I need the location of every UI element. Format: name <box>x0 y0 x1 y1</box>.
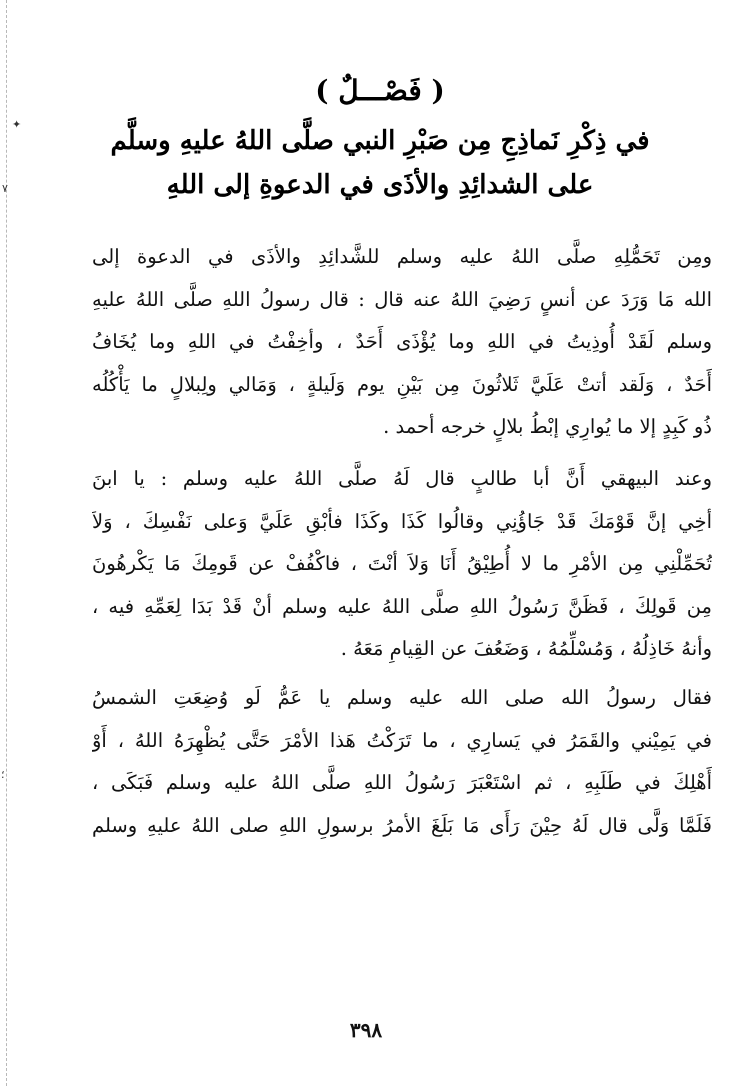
page-edge-line <box>6 0 7 1086</box>
scan-speck: ؛ <box>1 768 5 781</box>
paragraph-1 <box>92 236 712 449</box>
chapter-marker: ( فَصْـــلٌ ) <box>315 74 445 107</box>
text-line: وأنهُ خَاذِلُهُ ، وَمُسْلِّمُهُ ، وَضَعُفَ عن القِيامِ مَعَهُ . <box>340 637 712 660</box>
chapter-title-line-2: على الشدائِدِ والأذَى في الدعوةِ إلى اللهِ <box>166 170 594 200</box>
text-line: الله مَا وَرَدَ عن أنسٍ رَضِيَ اللهُ عنه قال : قال رسولُ اللهِ صلَّى اللهُ عليهِ <box>92 287 712 311</box>
chapter-title-line-1: في ذِكْرِ نَماذِجِ مِن صَبْرِ النبي صلَّى اللهُ عليهِ وسلَّم <box>110 126 650 156</box>
text-line: أَحَدٌ ، وَلَقد أتتْ عَلَيَّ ثَلاثُونَ مِن بَيْنِ يوم وَلَيلةٍ ، وَمَالي ولِبلالٍ ما يَأْكُلُه <box>92 372 712 396</box>
text-line: في يَمِيْني والقَمَرُ في يَسارِي ، ما تَرَكْتُ هَذا الأمْرَ حَتَّى يُظْهِرَهُ اللهُ ، أَوْ <box>92 728 712 752</box>
text-line: ومِن تَحَمُّلِهِ صلَّى اللهُ عليه وسلم للشَّدائِدِ والأذَى في الدعوة إلى <box>92 245 712 268</box>
text-line: وعند البيهقي أَنَّ أبا طالبٍ قال لَهُ صلَّى اللهُ عليه وسلم : يا ابنَ <box>92 467 712 490</box>
paragraph-3 <box>92 677 712 847</box>
text-line: أخِي إنَّ قَوْمَكَ قَدْ جَاؤُنِي وقالُوا كَذَا وكَذَا فأبْقِ عَلَيَّ وَعلى نَفْسِكَ ، وَلاَ <box>92 509 712 533</box>
text-line: تُحَمِّلْنِي مِن الأمْرِ ما لا أُطِيْقُ أَنَا وَلاَ أنْتَ ، فاكْفُفْ عن قَومِكَ مَا يَكْرهُونَ <box>92 552 712 575</box>
text-line: أَهْلِكَ في طَلَبِهِ ، ثم اسْتَعْبَرَ رَسُولُ اللهِ صلَّى اللهُ عليه وسلم فَبَكَى ، <box>92 771 712 794</box>
page-number: ٣٩٨ <box>349 1018 383 1042</box>
text-line: فَلَمَّا وَلَّى قال لَهُ حِيْنَ رَأَى مَا بَلَغَ الأمرُ برسولِ اللهِ صلى اللهُ عليهِ وسلم <box>92 813 712 837</box>
scan-speck: ٧ <box>2 182 8 195</box>
paragraph-2 <box>92 458 712 671</box>
text-line: مِن قَولِكَ ، فَظَنَّ رَسُولُ اللهِ صلَّى اللهُ عليه وسلم أنْ قَدْ بَدَا لِعَمِّهِ فيه ، <box>92 594 712 618</box>
text-line: وسلم لَقَدْ أُوذِيتُ في اللهِ وما يُؤْذَى أَحَدٌ ، وأخِفْتُ في اللهِ وما يُخَافُ <box>92 330 712 353</box>
scan-speck: ✦ <box>12 118 22 131</box>
text-line: ذُو كَبِدٍ إلا ما يُوارِي إبْطُ بلالٍ خرجه أحمد . <box>383 415 712 438</box>
text-line: فقال رسولُ الله صلى الله عليه وسلم يا عَمُّ لَو وُضِعَتِ الشمسُ <box>92 686 712 709</box>
